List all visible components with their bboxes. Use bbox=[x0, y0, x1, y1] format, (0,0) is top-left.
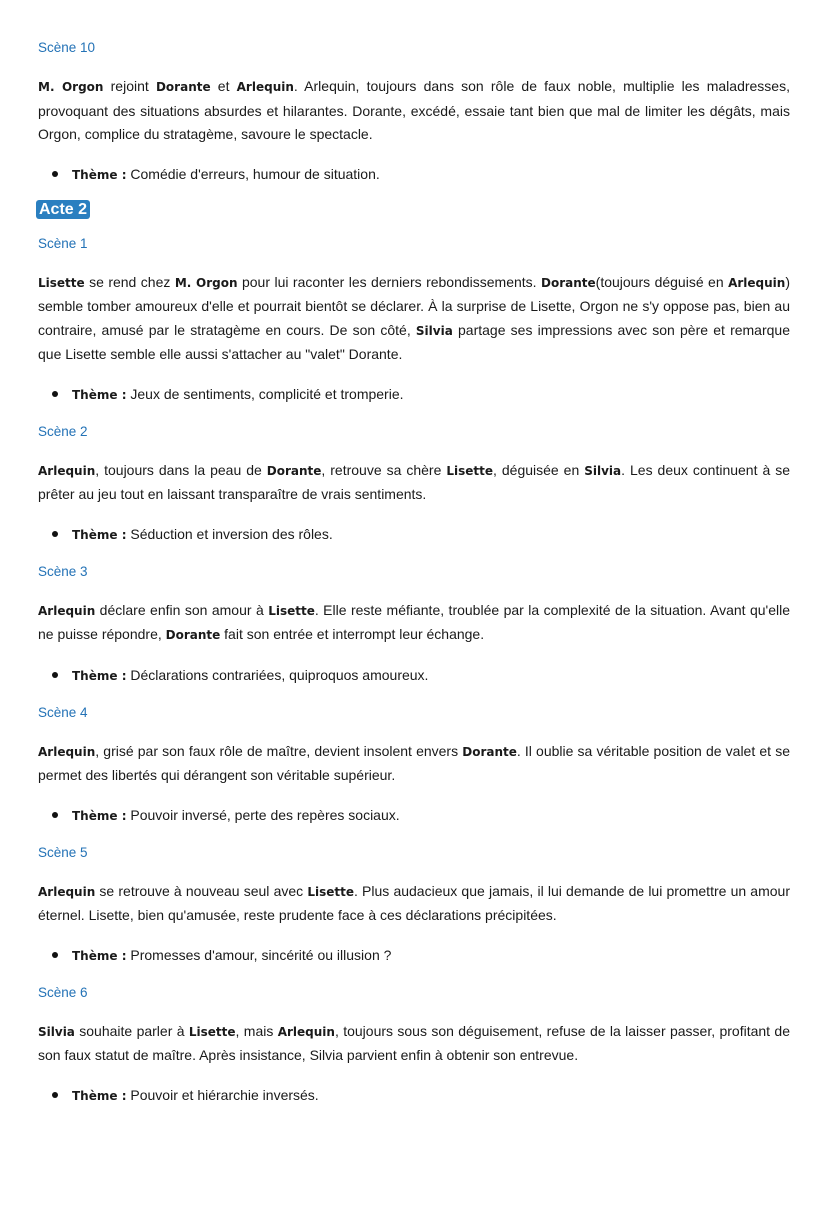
character-name: Arlequin bbox=[277, 1024, 335, 1039]
scene-heading: Scène 2 bbox=[38, 423, 88, 439]
character-name: Lisette bbox=[446, 463, 494, 478]
text-segment: pour lui raconter les derniers rebondissements. bbox=[237, 273, 542, 290]
text-segment: rejoint bbox=[103, 78, 156, 94]
scene-heading: Scène 3 bbox=[38, 563, 88, 579]
theme-bullet bbox=[38, 805, 790, 826]
character-name: Dorante bbox=[541, 275, 596, 290]
character-name: Lisette bbox=[188, 1024, 236, 1039]
bullet-icon bbox=[52, 672, 58, 678]
character-name: Arlequin bbox=[236, 80, 294, 94]
text-segment: . Il oublie sa véritable position de valet et se permet des libertés qui dérangent son véritable supérieur. bbox=[38, 742, 790, 783]
theme-label: Thème : bbox=[72, 948, 127, 963]
scene-heading: Scène 5 bbox=[38, 844, 88, 860]
character-name: M. Orgon bbox=[38, 80, 104, 94]
text-segment: partage ses impressions avec son père et remarque que Lisette semble elle aussi s'attacher au "valet" Dorante. bbox=[38, 321, 790, 362]
scene-summary bbox=[38, 740, 790, 788]
theme-bullet bbox=[38, 665, 790, 686]
character-name: Lisette bbox=[268, 603, 315, 618]
text-segment: se rend chez bbox=[84, 273, 175, 290]
character-name: Dorante bbox=[155, 80, 211, 94]
theme-text: Pouvoir et hiérarchie inversés. bbox=[126, 1086, 319, 1103]
theme-text: Promesses d'amour, sincérité ou illusion ? bbox=[126, 946, 392, 963]
character-name: Dorante bbox=[462, 744, 517, 759]
act-heading-wrap bbox=[38, 200, 790, 219]
bullet-icon bbox=[52, 1092, 58, 1098]
text-segment: , grisé par son faux rôle de maître, devient insolent envers bbox=[95, 742, 463, 759]
theme-text: Déclarations contrariées, quiproquos amoureux. bbox=[126, 666, 429, 683]
text-segment: . Arlequin, toujours dans son rôle de faux noble, multiplie les maladresses, provoquant des situations absurdes et hilarantes. Dorante, excédé, essaie tant bien que mal de limiter les dégâts, mais Orgon, complice du stratagème, savoure le spectacle. bbox=[38, 78, 790, 142]
character-name: Arlequin bbox=[38, 884, 96, 899]
character-name: Arlequin bbox=[728, 275, 786, 290]
theme-text: Comédie d'erreurs, humour de situation. bbox=[126, 165, 380, 182]
text-segment: . Les deux continuent à se prêter au jeu tout en laissant transparaître de vrais sentiments. bbox=[38, 461, 791, 502]
theme-label: Thème : bbox=[72, 167, 127, 182]
theme-bullet bbox=[38, 164, 790, 185]
scene-summary bbox=[38, 599, 790, 648]
scene-summary bbox=[38, 75, 790, 147]
theme-label: Thème : bbox=[72, 668, 127, 683]
scene-summary bbox=[38, 271, 790, 367]
character-name: Arlequin bbox=[38, 603, 96, 618]
text-segment: déclare enfin son amour à bbox=[95, 601, 269, 618]
text-segment: , toujours sous son déguisement, refuse de la laisser passer, profitant de son faux statut de maître. Après insistance, Silvia parvient enfin à obtenir son entrevue. bbox=[38, 1022, 790, 1063]
character-name: Dorante bbox=[266, 463, 322, 478]
character-name: Arlequin bbox=[38, 744, 96, 759]
text-segment: se retrouve à nouveau seul avec bbox=[95, 882, 308, 899]
character-name: Silvia bbox=[38, 1024, 75, 1039]
bullet-icon bbox=[52, 812, 58, 818]
character-name: Lisette bbox=[307, 884, 354, 899]
scene-heading: Scène 1 bbox=[38, 235, 88, 251]
text-segment: et bbox=[210, 78, 237, 94]
bullet-icon bbox=[52, 531, 58, 537]
character-name: Dorante bbox=[165, 628, 221, 642]
bullet-icon bbox=[52, 171, 58, 177]
theme-label: Thème : bbox=[72, 527, 127, 542]
theme-bullet bbox=[38, 384, 790, 405]
text-segment: (toujours déguisé en bbox=[595, 273, 729, 290]
theme-label: Thème : bbox=[72, 808, 127, 823]
scene-summary bbox=[38, 459, 790, 507]
text-segment: , mais bbox=[235, 1022, 278, 1039]
theme-label: Thème : bbox=[72, 387, 127, 402]
text-segment: , toujours dans la peau de bbox=[95, 461, 267, 478]
text-segment: ) semble tomber amoureux d'elle et pourrait bientôt se déclarer. À la surprise de Lisette, Orgon ne s'y oppose pas, bien au contraire, amusé par le stratagème en cours. De son côté, bbox=[38, 273, 790, 338]
theme-text: Jeux de sentiments, complicité et tromperie. bbox=[126, 385, 404, 402]
act-heading: Acte 2 bbox=[36, 200, 90, 219]
theme-bullet bbox=[38, 524, 790, 545]
text-segment: fait son entrée et interrompt leur échange. bbox=[220, 626, 485, 642]
text-segment: . Plus audacieux que jamais, il lui demande de lui promettre un amour éternel. Lisette, bien qu'amusée, reste prudente face à ces déclarations précipitées. bbox=[38, 882, 790, 923]
bullet-icon bbox=[52, 391, 58, 397]
bullet-icon bbox=[52, 952, 58, 958]
character-name: Silvia bbox=[584, 463, 622, 478]
scene-summary bbox=[38, 880, 790, 928]
text-segment: , retrouve sa chère bbox=[321, 461, 447, 478]
theme-label: Thème : bbox=[72, 1088, 127, 1103]
scene-heading: Scène 10 bbox=[38, 40, 96, 55]
character-name: Lisette bbox=[38, 275, 85, 290]
text-segment: . Elle reste méfiante, troublée par la complexité de la situation. Avant qu'elle ne puisse répondre, bbox=[38, 601, 791, 642]
text-segment: souhaite parler à bbox=[74, 1022, 189, 1039]
theme-text: Pouvoir inversé, perte des repères sociaux. bbox=[126, 806, 400, 823]
document-page bbox=[0, 38, 828, 1106]
theme-bullet bbox=[38, 1085, 790, 1106]
scene-heading: Scène 4 bbox=[38, 704, 88, 720]
scene-heading: Scène 6 bbox=[38, 984, 88, 1000]
character-name: Silvia bbox=[415, 323, 453, 338]
theme-text: Séduction et inversion des rôles. bbox=[126, 525, 333, 542]
character-name: Arlequin bbox=[38, 463, 96, 478]
text-segment: , déguisée en bbox=[493, 461, 585, 478]
scene-summary bbox=[38, 1020, 790, 1068]
character-name: M. Orgon bbox=[174, 275, 238, 290]
theme-bullet bbox=[38, 945, 790, 966]
